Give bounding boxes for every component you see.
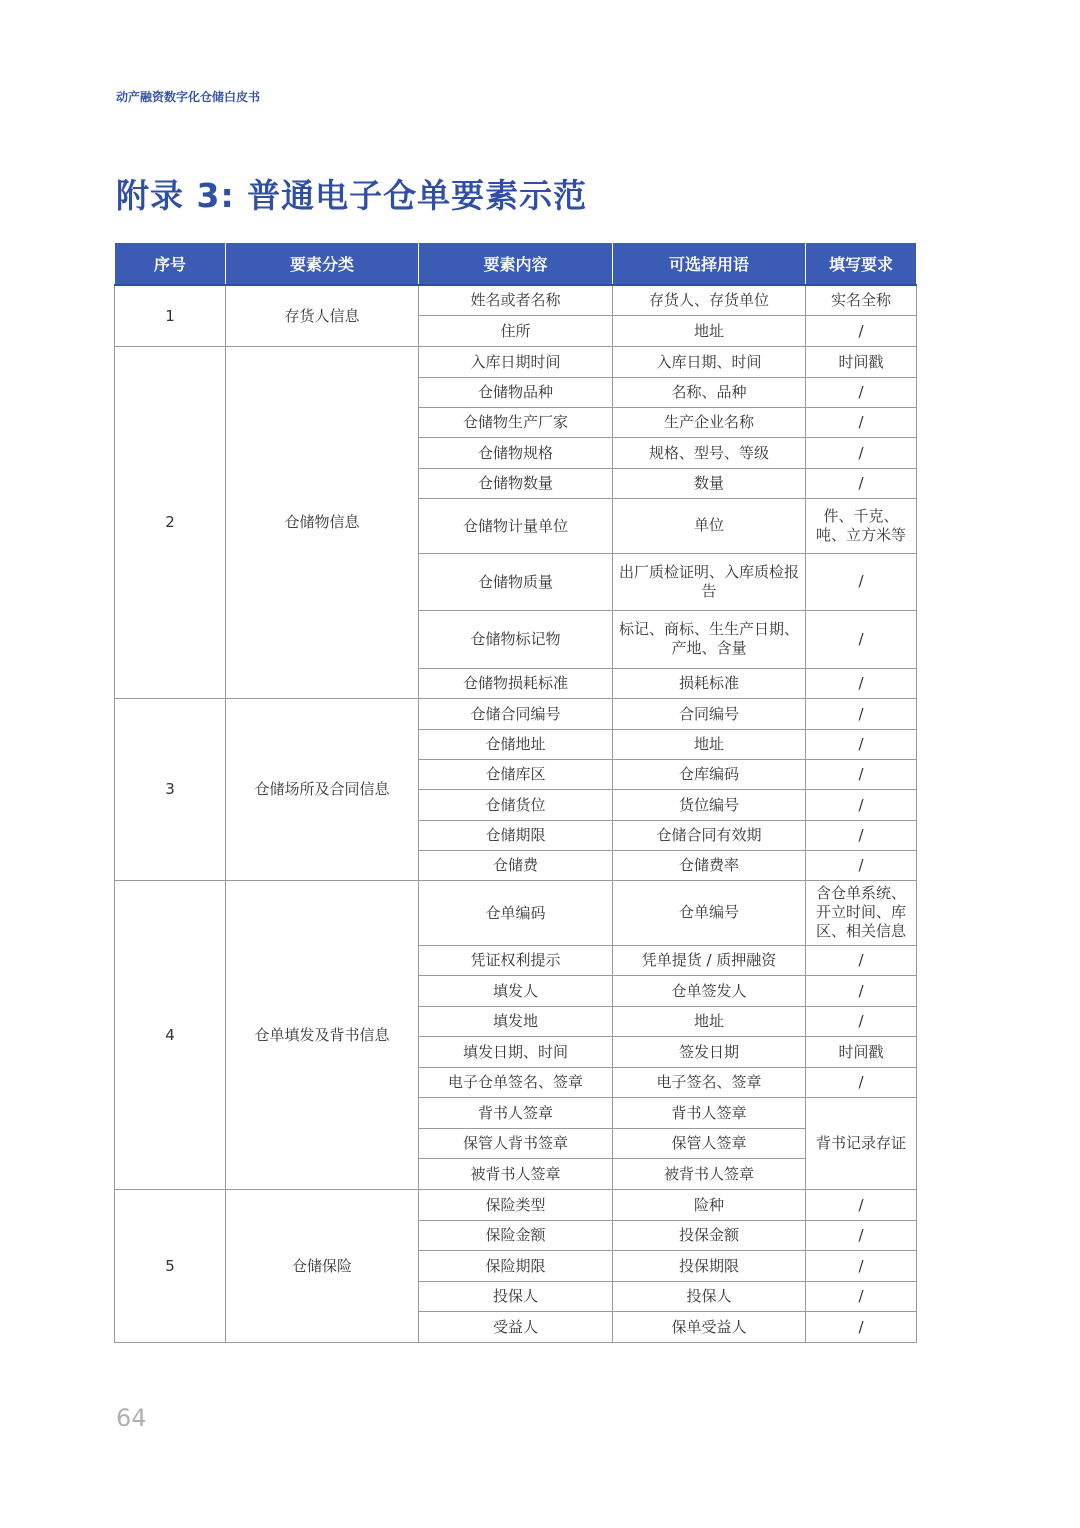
content-cell: 保险类型 — [419, 1189, 613, 1220]
requirement-cell: 背书记录存证 — [806, 1097, 917, 1189]
terms-cell: 合同编号 — [613, 698, 806, 729]
terms-cell: 被背书人签章 — [613, 1158, 806, 1189]
content-cell: 仓储物计量单位 — [419, 498, 613, 553]
terms-cell: 生产企业名称 — [613, 407, 806, 437]
header-category: 要素分类 — [226, 243, 419, 286]
content-cell: 仓储合同编号 — [419, 698, 613, 729]
content-cell: 仓储物生产厂家 — [419, 407, 613, 437]
requirement-cell: / — [806, 975, 917, 1006]
terms-cell: 凭单提货 / 质押融资 — [613, 945, 806, 975]
terms-cell: 保管人签章 — [613, 1128, 806, 1158]
elements-table — [114, 242, 917, 1343]
requirement-cell: / — [806, 1006, 917, 1036]
content-cell: 住所 — [419, 315, 613, 346]
content-cell: 投保人 — [419, 1281, 613, 1311]
terms-cell: 名称、品种 — [613, 377, 806, 407]
elements-table-container — [114, 242, 916, 1343]
terms-cell: 仓单签发人 — [613, 975, 806, 1006]
content-cell: 仓储期限 — [419, 820, 613, 850]
terms-cell: 单位 — [613, 498, 806, 553]
requirement-cell: / — [806, 437, 917, 468]
content-cell: 保管人背书签章 — [419, 1128, 613, 1158]
terms-cell: 仓储合同有效期 — [613, 820, 806, 850]
content-cell: 保险金额 — [419, 1220, 613, 1250]
category-cell: 仓储场所及合同信息 — [226, 698, 419, 880]
header-requirement: 填写要求 — [806, 243, 917, 286]
content-cell: 受益人 — [419, 1311, 613, 1342]
requirement-cell: / — [806, 468, 917, 498]
category-cell: 仓储保险 — [226, 1189, 419, 1342]
terms-cell: 标记、商标、生生产日期、产地、含量 — [613, 610, 806, 668]
content-cell: 填发日期、时间 — [419, 1036, 613, 1067]
table-row — [115, 285, 917, 315]
terms-cell: 仓单编号 — [613, 880, 806, 945]
requirement-cell: / — [806, 759, 917, 789]
requirement-cell: / — [806, 850, 917, 880]
content-cell: 被背书人签章 — [419, 1158, 613, 1189]
table-header-row — [115, 243, 917, 286]
terms-cell: 货位编号 — [613, 789, 806, 820]
header-content: 要素内容 — [419, 243, 613, 286]
requirement-cell: / — [806, 820, 917, 850]
content-cell: 仓储物标记物 — [419, 610, 613, 668]
requirement-cell: / — [806, 945, 917, 975]
requirement-cell: / — [806, 407, 917, 437]
content-cell: 保险期限 — [419, 1250, 613, 1281]
content-cell: 背书人签章 — [419, 1097, 613, 1128]
requirement-cell: / — [806, 698, 917, 729]
terms-cell: 地址 — [613, 315, 806, 346]
terms-cell: 地址 — [613, 729, 806, 759]
requirement-cell: 实名全称 — [806, 285, 917, 315]
terms-cell: 仓储费率 — [613, 850, 806, 880]
table-row — [115, 1189, 917, 1220]
content-cell: 姓名或者名称 — [419, 285, 613, 315]
terms-cell: 出厂质检证明、入库质检报告 — [613, 553, 806, 610]
row-number-cell: 5 — [115, 1189, 226, 1342]
requirement-cell: / — [806, 1220, 917, 1250]
requirement-cell: / — [806, 789, 917, 820]
header-terms: 可选择用语 — [613, 243, 806, 286]
category-cell: 仓单填发及背书信息 — [226, 880, 419, 1189]
content-cell: 仓储物品种 — [419, 377, 613, 407]
table-row — [115, 346, 917, 377]
requirement-cell: / — [806, 610, 917, 668]
requirement-cell: / — [806, 553, 917, 610]
header-no: 序号 — [115, 243, 226, 286]
terms-cell: 数量 — [613, 468, 806, 498]
terms-cell: 投保人 — [613, 1281, 806, 1311]
content-cell: 仓储物数量 — [419, 468, 613, 498]
requirement-cell: / — [806, 1189, 917, 1220]
terms-cell: 电子签名、签章 — [613, 1067, 806, 1097]
content-cell: 凭证权利提示 — [419, 945, 613, 975]
requirement-cell: / — [806, 377, 917, 407]
requirement-cell: 件、千克、吨、立方米等 — [806, 498, 917, 553]
requirement-cell: / — [806, 1067, 917, 1097]
terms-cell: 地址 — [613, 1006, 806, 1036]
table-row — [115, 698, 917, 729]
content-cell: 仓单编码 — [419, 880, 613, 945]
content-cell: 仓储费 — [419, 850, 613, 880]
terms-cell: 保单受益人 — [613, 1311, 806, 1342]
row-number-cell: 1 — [115, 285, 226, 346]
document-header-title: 动产融资数字化仓储白皮书 — [116, 90, 261, 104]
content-cell: 仓储地址 — [419, 729, 613, 759]
category-cell: 存货人信息 — [226, 285, 419, 346]
content-cell: 仓储物质量 — [419, 553, 613, 610]
requirement-cell: / — [806, 1281, 917, 1311]
row-number-cell: 2 — [115, 346, 226, 698]
requirement-cell: 含仓单系统、开立时间、库区、相关信息 — [806, 880, 917, 945]
terms-cell: 险种 — [613, 1189, 806, 1220]
content-cell: 填发地 — [419, 1006, 613, 1036]
content-cell: 仓储货位 — [419, 789, 613, 820]
requirement-cell: / — [806, 729, 917, 759]
requirement-cell: / — [806, 1250, 917, 1281]
page-title: 附录 3: 普通电子仓单要素示范 — [116, 176, 588, 215]
terms-cell: 仓库编码 — [613, 759, 806, 789]
requirement-cell: / — [806, 1311, 917, 1342]
table-body — [115, 285, 917, 1342]
table-row — [115, 880, 917, 945]
requirement-cell: / — [806, 315, 917, 346]
content-cell: 入库日期时间 — [419, 346, 613, 377]
content-cell: 填发人 — [419, 975, 613, 1006]
requirement-cell: / — [806, 668, 917, 698]
requirement-cell: 时间戳 — [806, 346, 917, 377]
content-cell: 仓储物损耗标准 — [419, 668, 613, 698]
page-number: 64 — [116, 1404, 147, 1432]
row-number-cell: 4 — [115, 880, 226, 1189]
terms-cell: 投保金额 — [613, 1220, 806, 1250]
content-cell: 仓储物规格 — [419, 437, 613, 468]
terms-cell: 签发日期 — [613, 1036, 806, 1067]
content-cell: 电子仓单签名、签章 — [419, 1067, 613, 1097]
terms-cell: 背书人签章 — [613, 1097, 806, 1128]
terms-cell: 损耗标准 — [613, 668, 806, 698]
row-number-cell: 3 — [115, 698, 226, 880]
terms-cell: 规格、型号、等级 — [613, 437, 806, 468]
requirement-cell: 时间戳 — [806, 1036, 917, 1067]
terms-cell: 存货人、存货单位 — [613, 285, 806, 315]
terms-cell: 入库日期、时间 — [613, 346, 806, 377]
category-cell: 仓储物信息 — [226, 346, 419, 698]
content-cell: 仓储库区 — [419, 759, 613, 789]
terms-cell: 投保期限 — [613, 1250, 806, 1281]
